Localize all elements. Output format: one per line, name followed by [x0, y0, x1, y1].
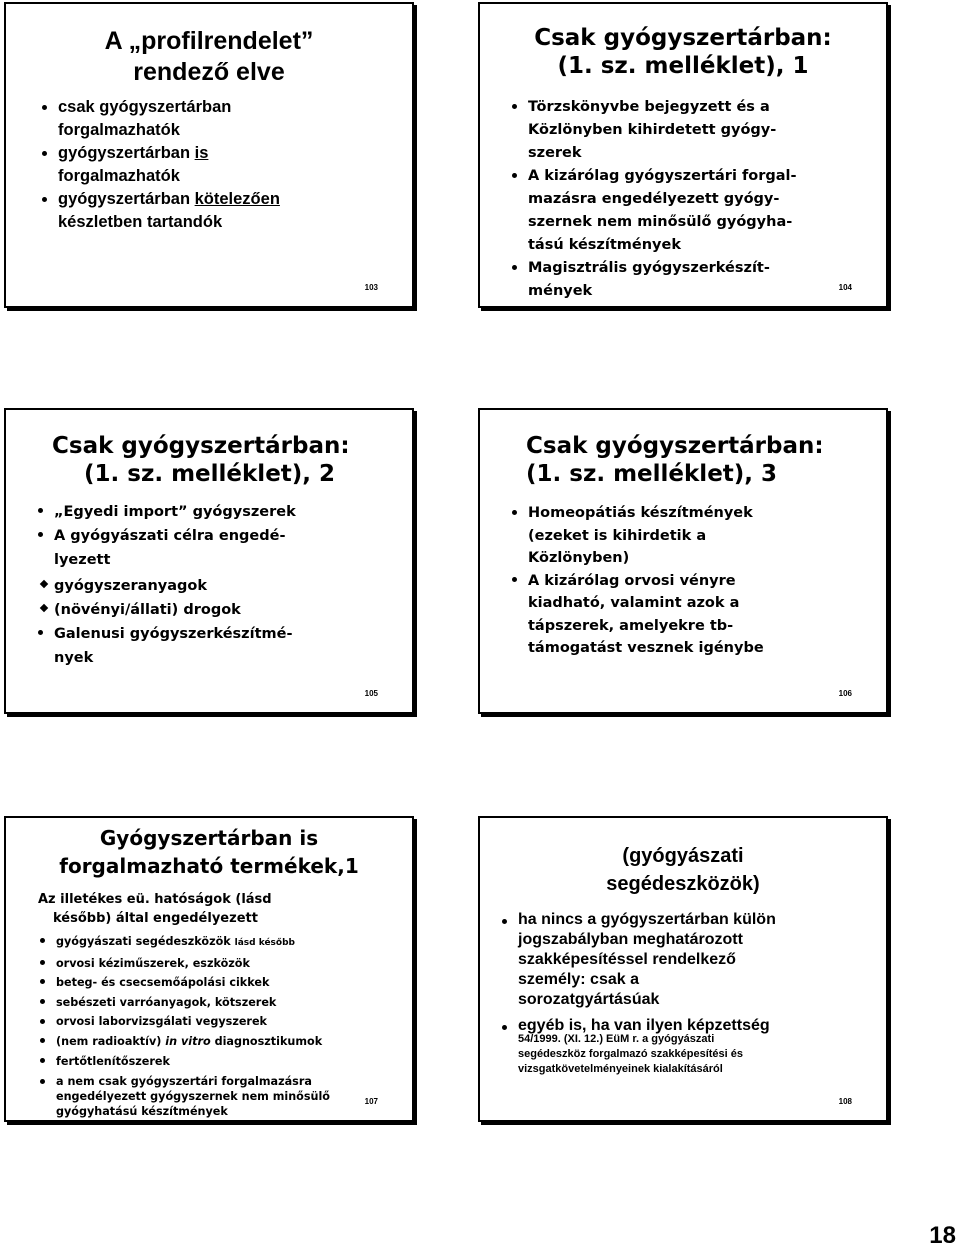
- bullet-icon: [502, 1025, 507, 1030]
- title-line: forgalmazható termékek,1: [59, 854, 359, 878]
- diamond-bullet-icon: [40, 579, 48, 587]
- bullet-icon: [512, 577, 517, 582]
- bullet-icon: [38, 532, 43, 537]
- bullet-list: [54, 500, 296, 670]
- slide-number: 107: [364, 1097, 378, 1106]
- slide-title: [6, 824, 412, 880]
- bullet-icon: [40, 960, 45, 965]
- slide-title: [6, 26, 412, 87]
- title-line: A „profilrendelet”: [104, 27, 314, 55]
- slide-104: [478, 2, 888, 308]
- bullet-item: orvosi laborvizsgálati vegyszerek: [56, 1012, 330, 1032]
- bullet-item: fertőtlenítőszerek: [56, 1052, 330, 1072]
- bullet-item: orvosi kéziműszerek, eszközök: [56, 954, 330, 974]
- bullet-icon: [40, 1019, 45, 1024]
- sub-bullet-item: (növényi/állati) drogok: [54, 598, 296, 622]
- slide-106: [478, 408, 888, 714]
- bullet-icon: [512, 510, 517, 515]
- slide-108: [478, 816, 888, 1122]
- bullet-item: (nem radioaktív) in vitro diagnosztikumok: [56, 1032, 330, 1052]
- slide-107: [4, 816, 414, 1122]
- bullet-icon: [40, 979, 45, 984]
- bullet-item: gyógyszertárban is forgalmazhatók: [58, 142, 280, 188]
- bullet-icon: [512, 173, 517, 178]
- title-line: (gyógyászati: [622, 845, 744, 867]
- slide-number: 106: [838, 689, 852, 698]
- legal-reference-note: 54/1999. (XI. 12.) EüM r. a gyógyászati segédeszköz forgalmazó szakképesítési és vizsgatkövetelményeinek kialakításáról: [518, 1033, 743, 1075]
- intro-text: Az illetékes eü. hatóságok (lásd később) által engedélyezett: [38, 892, 272, 926]
- bullet-item: Magisztrális gyógyszerkészít- mények: [528, 257, 797, 303]
- bullet-item: Galenusi gyógyszerkészítmé- nyek: [54, 622, 296, 670]
- title-line: Csak gyógyszertárban:: [534, 25, 832, 51]
- bullet-icon: [512, 265, 517, 270]
- title-line: segédeszközök): [606, 873, 760, 895]
- bullet-item: csak gyógyszertárban forgalmazhatók: [58, 96, 280, 142]
- bullet-icon: [502, 919, 507, 924]
- bullet-list: [528, 96, 797, 303]
- bullet-item: beteg- és csecsemőápolási cikkek: [56, 973, 330, 993]
- title-line: Gyógyszertárban is: [99, 826, 319, 850]
- slide-title: [6, 432, 412, 488]
- bullet-list: [56, 932, 330, 1119]
- bullet-icon: [40, 1079, 45, 1084]
- slide-number: 103: [364, 283, 378, 292]
- bullet-list: [58, 96, 280, 234]
- title-line: Csak gyógyszertárban:: [52, 433, 350, 459]
- bullet-item: ha nincs a gyógyszertárban külön jogszabályban meghatározott szakképesítéssel rendelkező személy: csak a sorozatgyártásúak: [518, 910, 776, 1010]
- bullet-icon: [42, 105, 47, 110]
- bullet-item: egyéb is, ha van ilyen képzettség: [518, 1016, 776, 1036]
- slide-title: [480, 842, 886, 898]
- bullet-item: gyógyászati segédeszközök lásd később: [56, 932, 330, 954]
- bullet-item: gyógyszertárban kötelezően készletben tartandók: [58, 188, 280, 234]
- bullet-icon: [42, 151, 47, 156]
- sub-bullet-item: gyógyszeranyagok: [54, 574, 296, 598]
- underlined-word: kötelezően: [194, 190, 280, 208]
- bullet-item: „Egyedi import” gyógyszerek: [54, 500, 296, 524]
- title-line: (1. sz. melléklet), 1: [557, 53, 809, 80]
- diamond-bullet-icon: [40, 603, 48, 611]
- slide-title: [480, 432, 886, 488]
- bullet-icon: [40, 999, 45, 1004]
- bullet-item: Törzskönyvbe bejegyzett és a Közlönyben kihirdetett gyógy- szerek: [528, 96, 797, 165]
- slide-number: 108: [838, 1097, 852, 1106]
- bullet-icon: [42, 197, 47, 202]
- page-number: 18: [929, 1222, 956, 1249]
- title-line: (1. sz. melléklet), 3: [526, 461, 778, 488]
- bullet-item: a nem csak gyógyszertári forgalmazásra engedélyezett gyógyszernek nem minősülő gyógyhatású készítmények: [56, 1074, 330, 1119]
- bullet-icon: [40, 938, 45, 943]
- slide-number: 104: [838, 283, 852, 292]
- slide-103: [4, 2, 414, 308]
- bullet-item: A kizárólag orvosi vényre kiadható, valamint azok a tápszerek, amelyekre tb- támogatást vesznek igénybe: [528, 570, 764, 660]
- bullet-list: [528, 502, 764, 660]
- slide-number: 105: [364, 689, 378, 698]
- bullet-item: sebészeti varróanyagok, kötszerek: [56, 993, 330, 1013]
- bullet-item: A gyógyászati célra engedé- lyezett: [54, 524, 296, 572]
- title-line: (1. sz. melléklet), 2: [84, 461, 336, 488]
- bullet-icon: [40, 1038, 45, 1043]
- bullet-icon: [38, 630, 43, 635]
- slide-title: [480, 24, 886, 80]
- slide-105: [4, 408, 414, 714]
- bullet-item: A kizárólag gyógyszertári forgal- mazásra engedélyezett gyógy- szernek nem minősülő gyógyha- tású készítmények: [528, 165, 797, 257]
- underlined-word: is: [194, 144, 209, 162]
- title-line: Csak gyógyszertárban:: [526, 433, 824, 459]
- bullet-icon: [40, 1058, 45, 1063]
- bullet-icon: [512, 104, 517, 109]
- bullet-list: [518, 910, 776, 1036]
- title-line: rendező elve: [133, 57, 285, 86]
- bullet-icon: [38, 508, 43, 513]
- bullet-item: Homeopátiás készítmények (ezeket is kihirdetik a Közlönyben): [528, 502, 764, 570]
